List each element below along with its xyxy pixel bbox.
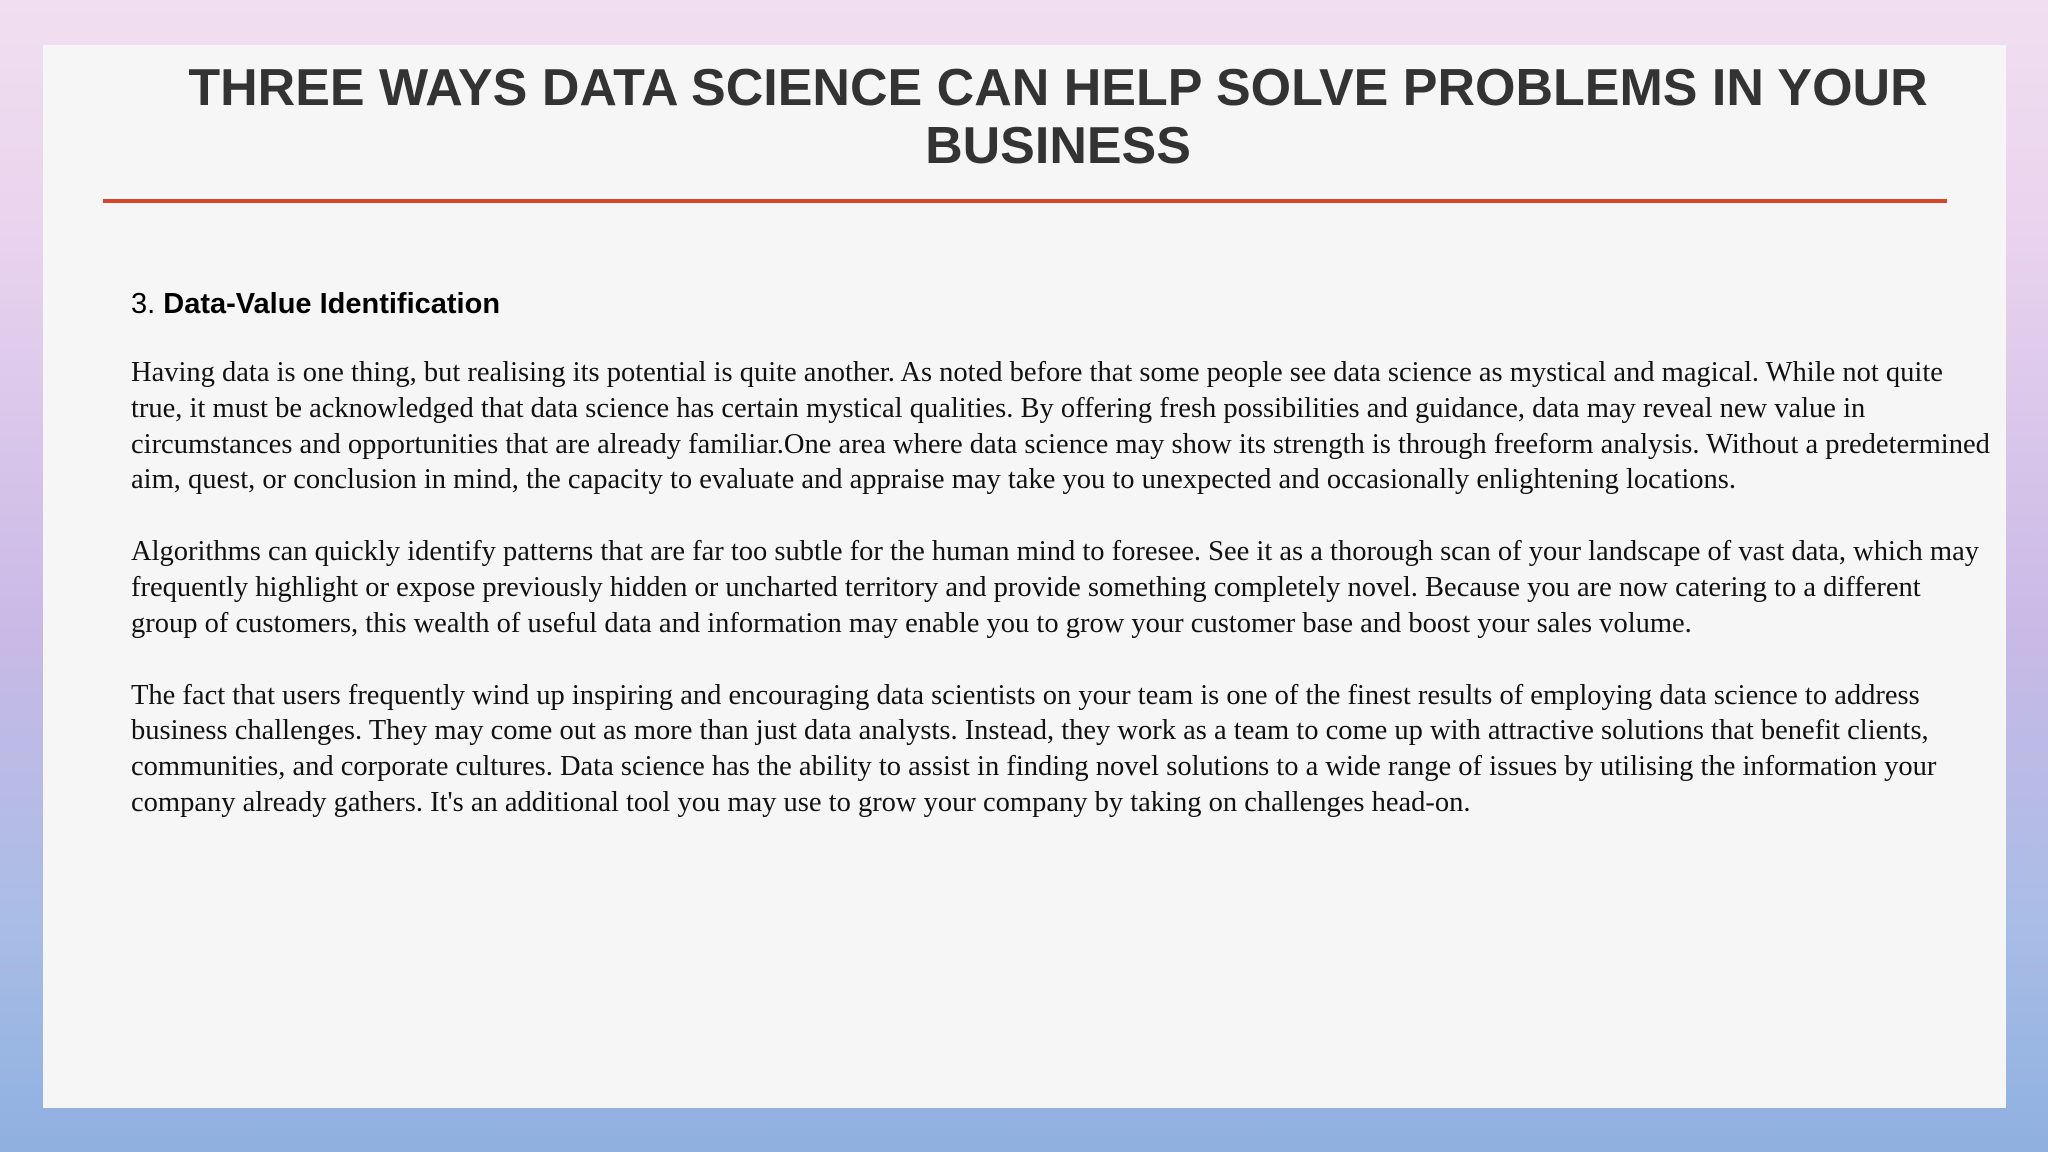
slide xyxy=(43,45,2006,1108)
section-heading xyxy=(131,286,1991,322)
paragraph-1: Having data is one thing, but realising its potential is quite another. As noted before that some people see data science as mystical and magical. While not quite true, it must be acknowledged that data science has certain mystical qualities. By offering fresh possibilities and guidance, data may reveal new value in circumstances and opportunities that are already familiar.One area where data science may show its strength is through freeform analysis. Without a predetermined aim, quest, or conclusion in mind, the capacity to evaluate and appraise may take you to unexpected and occasionally enlightening locations. xyxy=(131,357,1990,496)
section-number: 3. xyxy=(131,288,156,320)
paragraph-2: Algorithms can quickly identify patterns that are far too subtle for the human mind to foresee. See it as a thorough scan of your landscape of vast data, which may frequently highlight or expose previously hidden or uncharted territory and provide something completely novel. Because you are now catering to a different group of customers, this wealth of useful data and information may enable you to grow your customer base and boost your sales volume. xyxy=(131,536,1980,639)
section-heading-text: Data-Value Identification xyxy=(163,288,501,320)
title-divider xyxy=(103,199,1947,203)
slide-content xyxy=(131,286,1991,857)
slide-title: THREE WAYS DATA SCIENCE CAN HELP SOLVE PROBLEMS IN YOUR BUSINESS xyxy=(188,59,1928,175)
paragraph-3: The fact that users frequently wind up inspiring and encouraging data scientists on your team is one of the finest results of employing data science to address business challenges. They may come out as more than just data analysts. Instead, they work as a team to come up with attractive solutions that benefit clients, communities, and corporate cultures. Data science has the ability to assist in finding novel solutions to a wide range of issues by utilising the information your company already gathers. It's an additional tool you may use to grow your company by taking on challenges head-on. xyxy=(131,679,1937,818)
